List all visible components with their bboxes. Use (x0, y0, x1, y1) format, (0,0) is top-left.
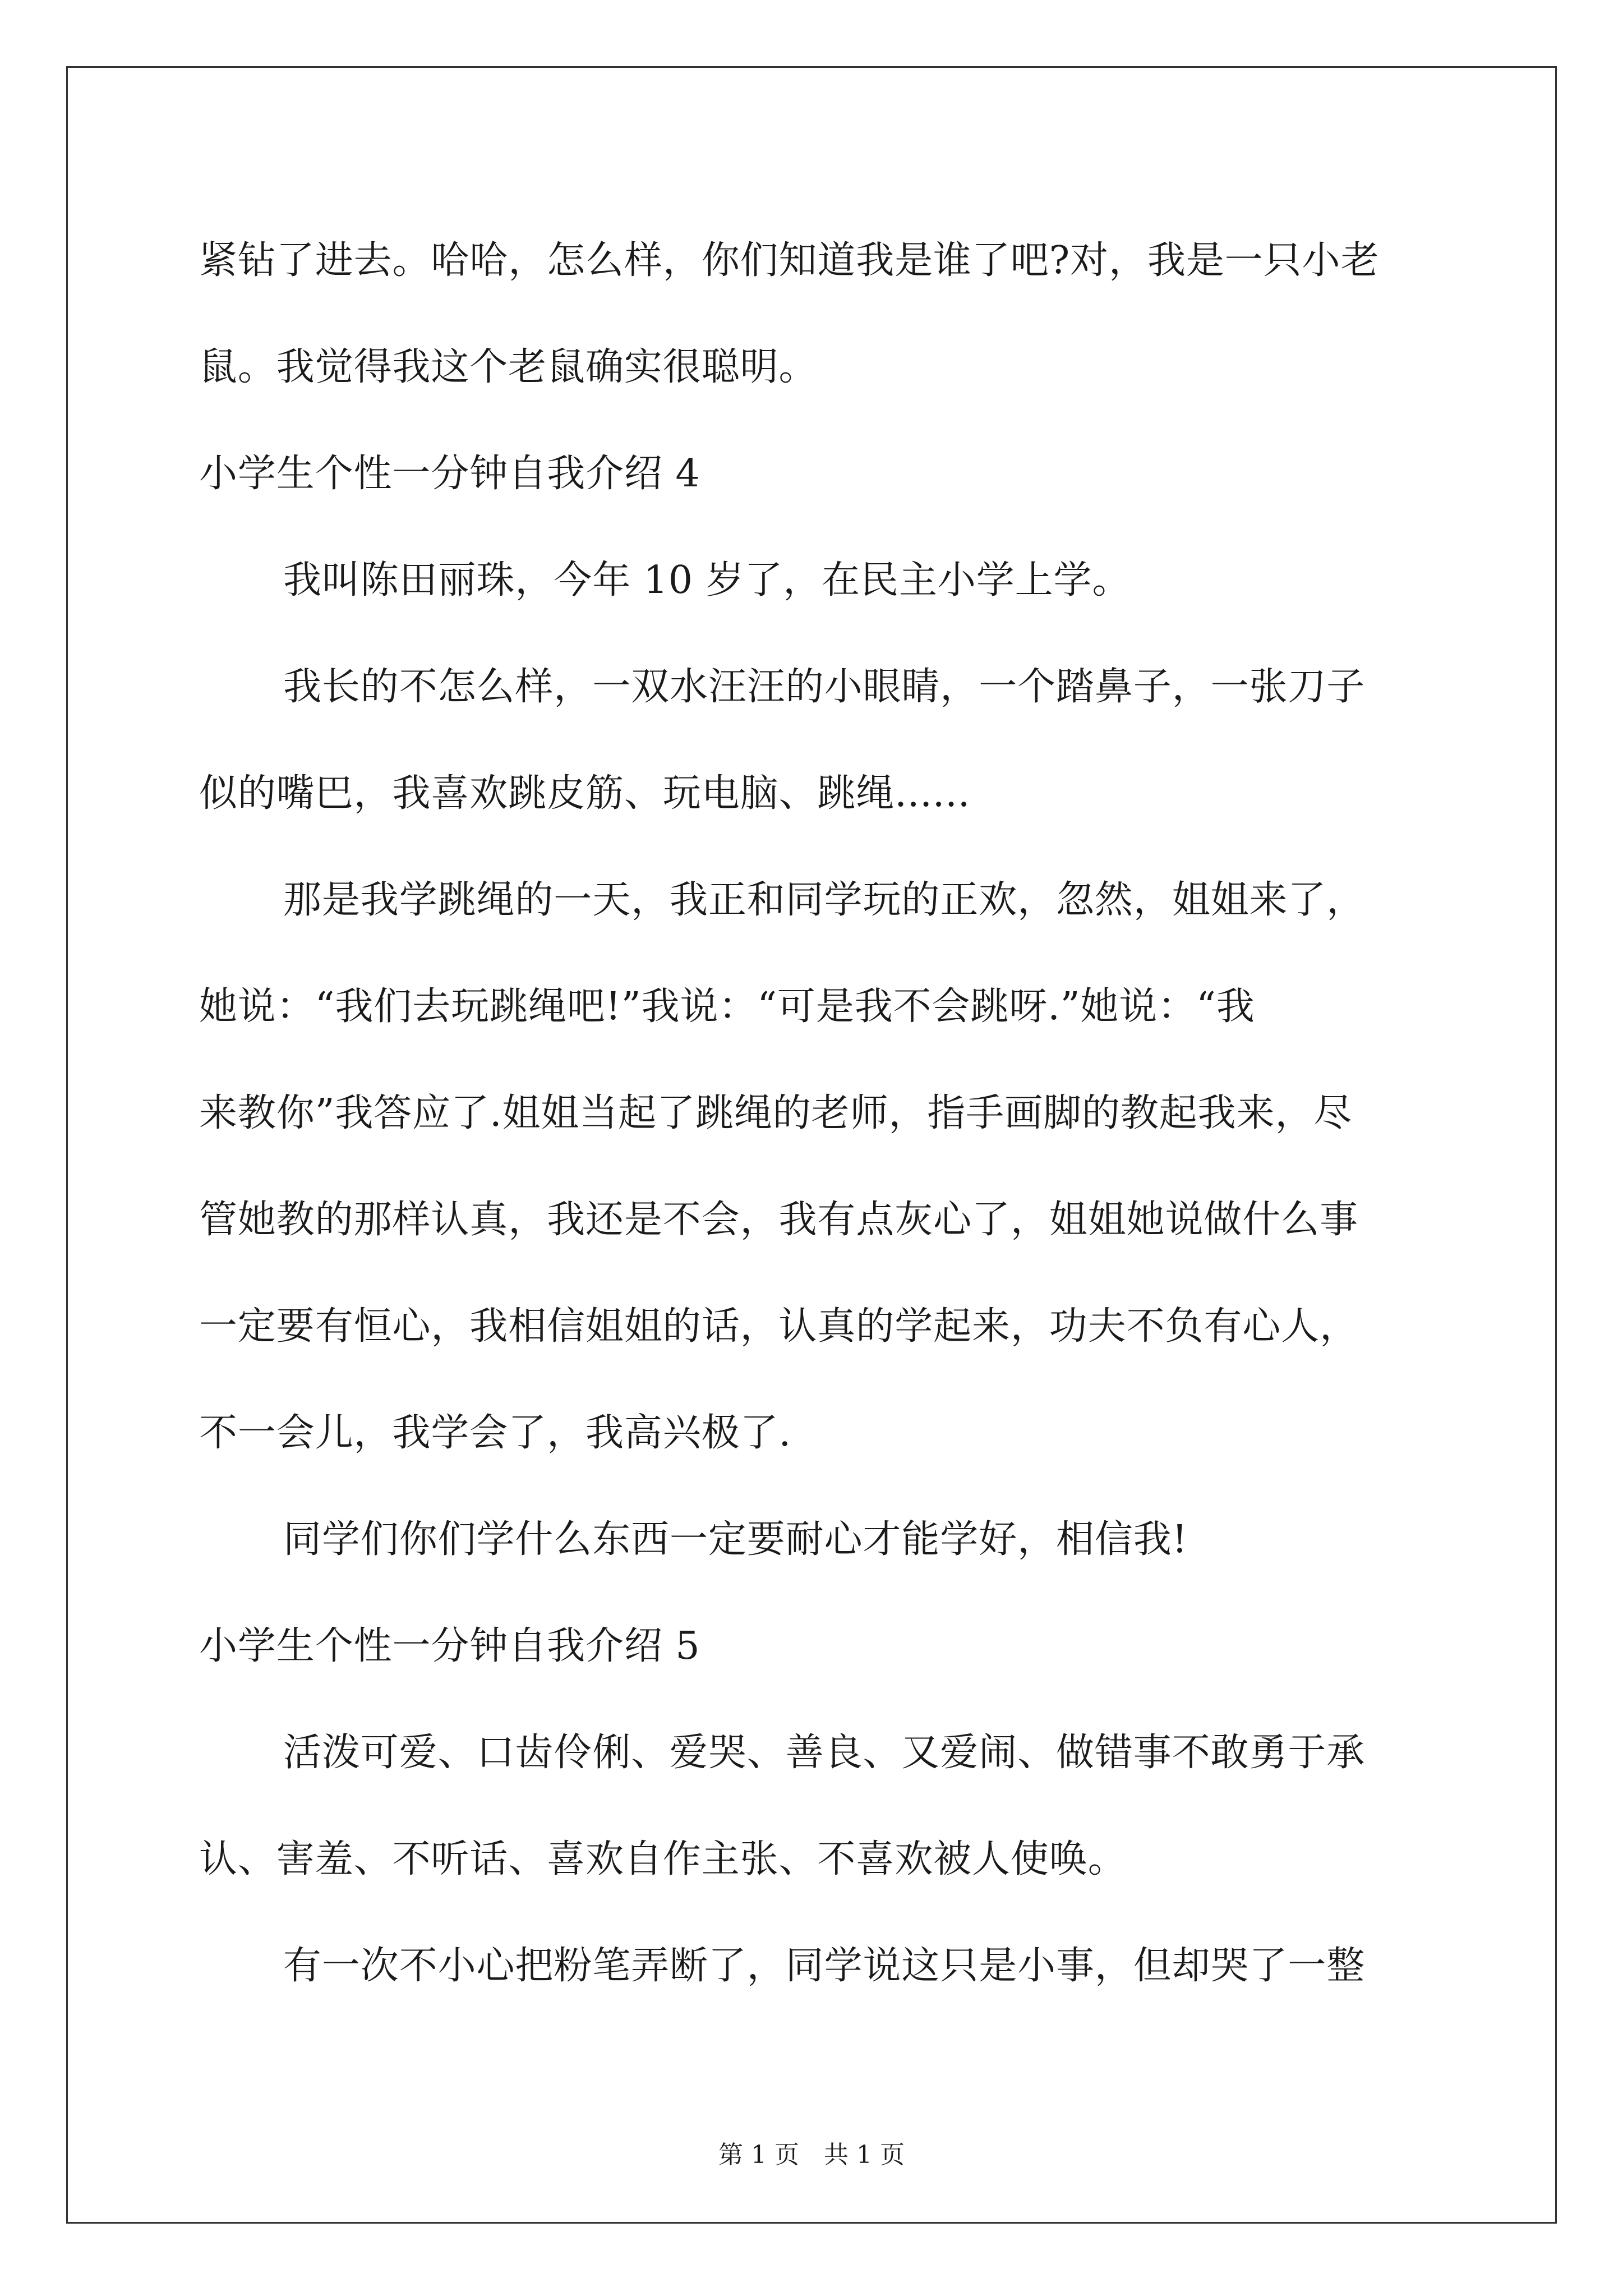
paragraph-line: 同学们你们学什么东西一定要耐心才能学好，相信我! (283, 1517, 1188, 1562)
paragraph-line: 似的嘴巴，我喜欢跳皮筋、玩电脑、跳绳...... (199, 771, 971, 816)
page-number: 第 1 页 (718, 2141, 799, 2169)
paragraph-line: 她说：“我们去玩跳绳吧!”我说：“可是我不会跳呀.”她说：“我 (199, 984, 1255, 1029)
paragraph-line: 紧钻了进去。哈哈，怎么样，你们知道我是谁了吧?对，我是一只小老 (199, 238, 1380, 283)
document-body (199, 208, 1433, 2019)
paragraph-line: 认、害羞、不听话、喜欢自作主张、不喜欢被人使唤。 (199, 1837, 1127, 1881)
page-footer (0, 2138, 1623, 2172)
paragraph-line: 有一次不小心把粉笔弄断了，同学说这只是小事，但却哭了一整 (283, 1944, 1366, 1988)
paragraph-line: 来教你”我答应了.姐姐当起了跳绳的老师，指手画脚的教起我来，尽 (199, 1091, 1353, 1135)
page-total: 共 1 页 (824, 2141, 905, 2169)
paragraph-line: 管她教的那样认真，我还是不会，我有点灰心了，姐姐她说做什么事 (199, 1198, 1359, 1242)
paragraph-line: 活泼可爱、口齿伶俐、爱哭、善良、又爱闹、做错事不敢勇于承 (283, 1731, 1366, 1775)
paragraph-line: 我长的不怎么样，一双水汪汪的小眼睛，一个踏鼻子，一张刀子 (283, 665, 1366, 709)
paragraph-line: 那是我学跳绳的一天，我正和同学玩的正欢，忽然，姐姐来了， (283, 878, 1366, 922)
paragraph-line: 不一会儿，我学会了，我高兴极了. (199, 1411, 792, 1455)
paragraph-line: 鼠。我觉得我这个老鼠确实很聪明。 (199, 345, 818, 389)
paragraph-line: 一定要有恒心，我相信姐姐的话，认真的学起来，功夫不负有心人， (199, 1304, 1359, 1349)
paragraph-line: 我叫陈田丽珠，今年 10 岁了，在民主小学上学。 (283, 558, 1131, 602)
section-heading: 小学生个性一分钟自我介绍 5 (199, 1624, 700, 1668)
section-heading: 小学生个性一分钟自我介绍 4 (199, 452, 700, 496)
